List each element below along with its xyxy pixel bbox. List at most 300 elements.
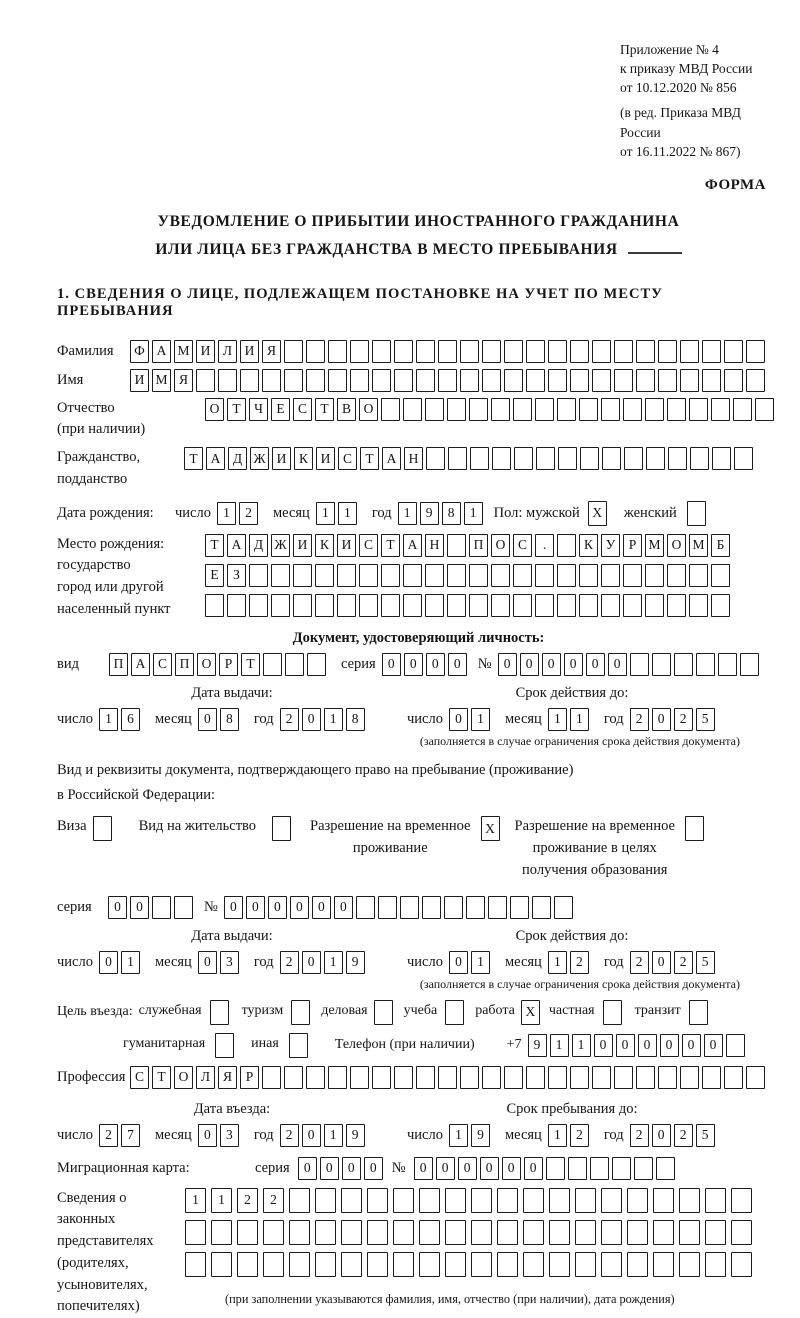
char-cell[interactable] <box>416 1066 435 1089</box>
char-cell[interactable]: 0 <box>312 896 331 919</box>
char-cell[interactable] <box>289 1252 310 1277</box>
char-cell[interactable] <box>614 369 633 392</box>
char-cell[interactable]: О <box>491 534 510 557</box>
char-cell[interactable]: У <box>601 534 620 557</box>
char-cell[interactable] <box>240 369 259 392</box>
char-cell[interactable] <box>211 1252 232 1277</box>
char-cell[interactable]: 1 <box>316 502 335 525</box>
char-cell[interactable] <box>381 398 400 421</box>
char-cell[interactable]: 2 <box>280 708 299 731</box>
char-cell[interactable] <box>513 564 532 587</box>
char-cell[interactable]: 6 <box>121 708 140 731</box>
char-cell[interactable] <box>425 564 444 587</box>
char-cell[interactable]: 0 <box>608 653 627 676</box>
char-cell[interactable] <box>306 369 325 392</box>
char-cell[interactable] <box>526 340 545 363</box>
char-cell[interactable]: 0 <box>198 951 217 974</box>
char-cell[interactable] <box>289 1220 310 1245</box>
char-cell[interactable]: 0 <box>704 1034 723 1057</box>
char-cell[interactable] <box>491 398 510 421</box>
char-cell[interactable]: Н <box>425 534 444 557</box>
char-cell[interactable]: 0 <box>99 951 118 974</box>
char-cell[interactable]: X <box>481 816 500 841</box>
char-cell[interactable]: К <box>579 534 598 557</box>
char-cell[interactable]: 9 <box>471 1124 490 1147</box>
char-cell[interactable]: И <box>337 534 356 557</box>
char-cell[interactable] <box>381 594 400 617</box>
char-cell[interactable] <box>548 1066 567 1089</box>
char-cell[interactable] <box>445 1220 466 1245</box>
char-cell[interactable] <box>532 896 551 919</box>
char-cell[interactable] <box>601 1220 622 1245</box>
char-cell[interactable] <box>557 398 576 421</box>
char-cell[interactable] <box>636 1066 655 1089</box>
char-cell[interactable] <box>592 1066 611 1089</box>
char-cell[interactable] <box>152 896 171 919</box>
char-cell[interactable] <box>667 564 686 587</box>
char-cell[interactable] <box>705 1220 726 1245</box>
char-cell[interactable] <box>372 1066 391 1089</box>
char-cell[interactable]: X <box>521 1000 540 1025</box>
char-cell[interactable] <box>469 594 488 617</box>
char-cell[interactable]: 1 <box>548 708 567 731</box>
char-cell[interactable] <box>549 1252 570 1277</box>
char-cell[interactable] <box>284 369 303 392</box>
char-cell[interactable] <box>445 1252 466 1277</box>
char-cell[interactable]: 5 <box>696 1124 715 1147</box>
char-cell[interactable] <box>590 1157 609 1180</box>
char-cell[interactable]: 1 <box>464 502 483 525</box>
char-cell[interactable]: 0 <box>480 1157 499 1180</box>
char-cell[interactable]: 0 <box>342 1157 361 1180</box>
char-cell[interactable]: 0 <box>638 1034 657 1057</box>
char-cell[interactable]: И <box>196 340 215 363</box>
char-cell[interactable] <box>575 1188 596 1213</box>
char-cell[interactable] <box>601 1252 622 1277</box>
char-cell[interactable] <box>482 369 501 392</box>
char-cell[interactable] <box>504 340 523 363</box>
char-cell[interactable] <box>263 1252 284 1277</box>
char-cell[interactable] <box>504 369 523 392</box>
char-cell[interactable]: Т <box>184 447 203 470</box>
char-cell[interactable] <box>491 564 510 587</box>
char-cell[interactable] <box>471 1220 492 1245</box>
char-cell[interactable]: 3 <box>220 1124 239 1147</box>
char-cell[interactable]: 0 <box>268 896 287 919</box>
char-cell[interactable]: М <box>174 340 193 363</box>
char-cell[interactable] <box>315 1220 336 1245</box>
char-cell[interactable]: 0 <box>426 653 445 676</box>
char-cell[interactable] <box>510 896 529 919</box>
char-cell[interactable] <box>227 594 246 617</box>
char-cell[interactable]: X <box>588 501 607 526</box>
char-cell[interactable]: Ч <box>249 398 268 421</box>
char-cell[interactable] <box>653 1220 674 1245</box>
char-cell[interactable]: 0 <box>458 1157 477 1180</box>
char-cell[interactable] <box>425 594 444 617</box>
char-cell[interactable] <box>705 1252 726 1277</box>
char-cell[interactable] <box>554 896 573 919</box>
char-cell[interactable] <box>645 564 664 587</box>
char-cell[interactable] <box>315 594 334 617</box>
char-cell[interactable] <box>580 447 599 470</box>
char-cell[interactable]: 1 <box>471 708 490 731</box>
char-cell[interactable] <box>93 816 112 841</box>
char-cell[interactable]: Л <box>218 340 237 363</box>
char-cell[interactable]: Я <box>262 340 281 363</box>
char-cell[interactable] <box>623 564 642 587</box>
char-cell[interactable] <box>315 564 334 587</box>
char-cell[interactable] <box>680 340 699 363</box>
char-cell[interactable]: А <box>131 653 150 676</box>
char-cell[interactable] <box>514 447 533 470</box>
char-cell[interactable]: 2 <box>570 951 589 974</box>
char-cell[interactable] <box>356 896 375 919</box>
char-cell[interactable] <box>471 1252 492 1277</box>
char-cell[interactable] <box>419 1220 440 1245</box>
char-cell[interactable] <box>718 653 737 676</box>
char-cell[interactable] <box>306 340 325 363</box>
char-cell[interactable] <box>601 398 620 421</box>
char-cell[interactable]: М <box>689 534 708 557</box>
char-cell[interactable]: А <box>152 340 171 363</box>
char-cell[interactable]: 2 <box>237 1188 258 1213</box>
char-cell[interactable]: 1 <box>338 502 357 525</box>
char-cell[interactable]: Н <box>404 447 423 470</box>
char-cell[interactable] <box>482 340 501 363</box>
char-cell[interactable] <box>568 1157 587 1180</box>
char-cell[interactable]: О <box>174 1066 193 1089</box>
char-cell[interactable]: 2 <box>630 951 649 974</box>
char-cell[interactable] <box>687 501 706 526</box>
char-cell[interactable] <box>627 1188 648 1213</box>
char-cell[interactable]: С <box>359 534 378 557</box>
char-cell[interactable] <box>263 653 282 676</box>
char-cell[interactable]: Р <box>219 653 238 676</box>
char-cell[interactable] <box>447 564 466 587</box>
char-cell[interactable] <box>445 1000 464 1025</box>
char-cell[interactable]: . <box>535 534 554 557</box>
char-cell[interactable]: 8 <box>442 502 461 525</box>
char-cell[interactable] <box>289 1188 310 1213</box>
char-cell[interactable] <box>438 1066 457 1089</box>
char-cell[interactable] <box>174 896 193 919</box>
char-cell[interactable] <box>592 369 611 392</box>
char-cell[interactable] <box>658 1066 677 1089</box>
char-cell[interactable]: А <box>403 534 422 557</box>
char-cell[interactable] <box>557 564 576 587</box>
char-cell[interactable]: 1 <box>548 951 567 974</box>
char-cell[interactable]: Е <box>271 398 290 421</box>
char-cell[interactable] <box>627 1252 648 1277</box>
char-cell[interactable] <box>624 447 643 470</box>
char-cell[interactable]: 2 <box>99 1124 118 1147</box>
char-cell[interactable]: С <box>293 398 312 421</box>
char-cell[interactable]: 0 <box>436 1157 455 1180</box>
char-cell[interactable] <box>416 369 435 392</box>
char-cell[interactable] <box>523 1188 544 1213</box>
char-cell[interactable] <box>237 1252 258 1277</box>
char-cell[interactable]: 0 <box>586 653 605 676</box>
char-cell[interactable] <box>341 1252 362 1277</box>
char-cell[interactable] <box>460 1066 479 1089</box>
char-cell[interactable] <box>548 369 567 392</box>
char-cell[interactable]: О <box>197 653 216 676</box>
char-cell[interactable] <box>579 398 598 421</box>
char-cell[interactable] <box>210 1000 229 1025</box>
char-cell[interactable]: 1 <box>324 1124 343 1147</box>
char-cell[interactable] <box>645 398 664 421</box>
char-cell[interactable] <box>653 1188 674 1213</box>
char-cell[interactable] <box>702 340 721 363</box>
char-cell[interactable]: 0 <box>414 1157 433 1180</box>
char-cell[interactable] <box>696 653 715 676</box>
char-cell[interactable] <box>488 896 507 919</box>
char-cell[interactable] <box>614 340 633 363</box>
char-cell[interactable] <box>378 896 397 919</box>
char-cell[interactable] <box>658 369 677 392</box>
char-cell[interactable]: 0 <box>682 1034 701 1057</box>
char-cell[interactable] <box>689 564 708 587</box>
char-cell[interactable]: 0 <box>198 1124 217 1147</box>
char-cell[interactable]: О <box>667 534 686 557</box>
char-cell[interactable] <box>374 1000 393 1025</box>
char-cell[interactable]: С <box>130 1066 149 1089</box>
char-cell[interactable]: 1 <box>471 951 490 974</box>
char-cell[interactable]: 0 <box>524 1157 543 1180</box>
char-cell[interactable] <box>523 1220 544 1245</box>
char-cell[interactable] <box>711 594 730 617</box>
char-cell[interactable] <box>271 564 290 587</box>
char-cell[interactable] <box>656 1157 675 1180</box>
char-cell[interactable]: 8 <box>220 708 239 731</box>
char-cell[interactable] <box>341 1188 362 1213</box>
char-cell[interactable] <box>667 594 686 617</box>
char-cell[interactable]: 3 <box>220 951 239 974</box>
char-cell[interactable] <box>350 1066 369 1089</box>
char-cell[interactable] <box>679 1188 700 1213</box>
char-cell[interactable] <box>284 340 303 363</box>
char-cell[interactable] <box>372 369 391 392</box>
char-cell[interactable] <box>557 594 576 617</box>
char-cell[interactable] <box>416 340 435 363</box>
char-cell[interactable] <box>535 564 554 587</box>
char-cell[interactable] <box>513 398 532 421</box>
char-cell[interactable] <box>471 1188 492 1213</box>
char-cell[interactable]: 5 <box>696 951 715 974</box>
char-cell[interactable] <box>315 1188 336 1213</box>
char-cell[interactable]: Л <box>196 1066 215 1089</box>
char-cell[interactable]: 0 <box>320 1157 339 1180</box>
char-cell[interactable] <box>448 447 467 470</box>
char-cell[interactable] <box>460 369 479 392</box>
char-cell[interactable] <box>740 653 759 676</box>
char-cell[interactable]: Р <box>240 1066 259 1089</box>
char-cell[interactable] <box>602 447 621 470</box>
char-cell[interactable] <box>734 447 753 470</box>
char-cell[interactable]: Д <box>249 534 268 557</box>
char-cell[interactable]: С <box>513 534 532 557</box>
char-cell[interactable]: 0 <box>652 708 671 731</box>
char-cell[interactable] <box>444 896 463 919</box>
char-cell[interactable] <box>674 653 693 676</box>
char-cell[interactable]: 1 <box>570 708 589 731</box>
char-cell[interactable] <box>623 398 642 421</box>
char-cell[interactable] <box>726 1034 745 1057</box>
char-cell[interactable] <box>668 447 687 470</box>
char-cell[interactable]: 7 <box>121 1124 140 1147</box>
char-cell[interactable] <box>469 564 488 587</box>
char-cell[interactable] <box>575 1220 596 1245</box>
char-cell[interactable] <box>557 534 576 557</box>
char-cell[interactable]: 2 <box>570 1124 589 1147</box>
char-cell[interactable] <box>403 398 422 421</box>
char-cell[interactable] <box>350 369 369 392</box>
char-cell[interactable] <box>185 1220 206 1245</box>
char-cell[interactable] <box>630 653 649 676</box>
char-cell[interactable] <box>711 398 730 421</box>
char-cell[interactable]: 1 <box>324 951 343 974</box>
char-cell[interactable]: И <box>130 369 149 392</box>
char-cell[interactable] <box>667 398 686 421</box>
char-cell[interactable] <box>680 369 699 392</box>
char-cell[interactable] <box>285 653 304 676</box>
char-cell[interactable] <box>271 594 290 617</box>
char-cell[interactable] <box>652 653 671 676</box>
char-cell[interactable] <box>548 340 567 363</box>
char-cell[interactable] <box>658 340 677 363</box>
char-cell[interactable] <box>185 1252 206 1277</box>
char-cell[interactable]: 2 <box>630 1124 649 1147</box>
char-cell[interactable]: 1 <box>99 708 118 731</box>
char-cell[interactable] <box>289 1033 308 1058</box>
char-cell[interactable]: П <box>469 534 488 557</box>
char-cell[interactable]: Т <box>315 398 334 421</box>
char-cell[interactable] <box>350 340 369 363</box>
char-cell[interactable]: О <box>205 398 224 421</box>
char-cell[interactable] <box>614 1066 633 1089</box>
char-cell[interactable]: Б <box>711 534 730 557</box>
char-cell[interactable]: Т <box>241 653 260 676</box>
char-cell[interactable]: 0 <box>520 653 539 676</box>
char-cell[interactable]: Ж <box>250 447 269 470</box>
char-cell[interactable] <box>272 816 291 841</box>
char-cell[interactable] <box>293 564 312 587</box>
char-cell[interactable] <box>601 1188 622 1213</box>
char-cell[interactable] <box>601 594 620 617</box>
char-cell[interactable]: А <box>382 447 401 470</box>
char-cell[interactable] <box>218 369 237 392</box>
char-cell[interactable]: П <box>175 653 194 676</box>
char-cell[interactable]: М <box>645 534 664 557</box>
char-cell[interactable] <box>549 1220 570 1245</box>
char-cell[interactable] <box>685 816 704 841</box>
char-cell[interactable]: 0 <box>130 896 149 919</box>
char-cell[interactable]: Т <box>360 447 379 470</box>
char-cell[interactable] <box>679 1220 700 1245</box>
char-cell[interactable]: И <box>316 447 335 470</box>
char-cell[interactable] <box>359 564 378 587</box>
char-cell[interactable]: 0 <box>449 951 468 974</box>
char-cell[interactable] <box>680 1066 699 1089</box>
char-cell[interactable] <box>394 1066 413 1089</box>
char-cell[interactable]: 2 <box>630 708 649 731</box>
char-cell[interactable] <box>196 369 215 392</box>
char-cell[interactable] <box>460 340 479 363</box>
char-cell[interactable]: 2 <box>239 502 258 525</box>
char-cell[interactable]: 0 <box>652 1124 671 1147</box>
char-cell[interactable] <box>575 1252 596 1277</box>
char-cell[interactable]: 0 <box>302 708 321 731</box>
char-cell[interactable] <box>746 1066 765 1089</box>
char-cell[interactable]: О <box>359 398 378 421</box>
char-cell[interactable]: 1 <box>324 708 343 731</box>
char-cell[interactable] <box>422 896 441 919</box>
char-cell[interactable]: Е <box>205 564 224 587</box>
char-cell[interactable]: 2 <box>280 951 299 974</box>
char-cell[interactable] <box>535 594 554 617</box>
char-cell[interactable] <box>211 1220 232 1245</box>
char-cell[interactable] <box>447 594 466 617</box>
char-cell[interactable] <box>523 1252 544 1277</box>
char-cell[interactable] <box>497 1220 518 1245</box>
char-cell[interactable]: 0 <box>594 1034 613 1057</box>
char-cell[interactable]: 0 <box>334 896 353 919</box>
char-cell[interactable] <box>627 1220 648 1245</box>
char-cell[interactable]: 2 <box>280 1124 299 1147</box>
char-cell[interactable]: 1 <box>185 1188 206 1213</box>
char-cell[interactable] <box>636 369 655 392</box>
char-cell[interactable] <box>702 369 721 392</box>
char-cell[interactable] <box>634 1157 653 1180</box>
char-cell[interactable] <box>337 594 356 617</box>
char-cell[interactable] <box>445 1188 466 1213</box>
char-cell[interactable] <box>570 1066 589 1089</box>
char-cell[interactable] <box>367 1188 388 1213</box>
char-cell[interactable]: И <box>272 447 291 470</box>
char-cell[interactable] <box>426 447 445 470</box>
char-cell[interactable] <box>403 564 422 587</box>
char-cell[interactable] <box>307 653 326 676</box>
char-cell[interactable]: 2 <box>263 1188 284 1213</box>
char-cell[interactable]: В <box>337 398 356 421</box>
char-cell[interactable] <box>497 1188 518 1213</box>
char-cell[interactable] <box>711 564 730 587</box>
char-cell[interactable]: 0 <box>298 1157 317 1180</box>
char-cell[interactable] <box>367 1220 388 1245</box>
char-cell[interactable]: А <box>206 447 225 470</box>
char-cell[interactable] <box>733 398 752 421</box>
char-cell[interactable] <box>755 398 774 421</box>
char-cell[interactable] <box>381 564 400 587</box>
char-cell[interactable]: 1 <box>572 1034 591 1057</box>
char-cell[interactable] <box>592 340 611 363</box>
char-cell[interactable]: Р <box>623 534 642 557</box>
char-cell[interactable]: 0 <box>364 1157 383 1180</box>
char-cell[interactable] <box>491 594 510 617</box>
char-cell[interactable]: 0 <box>404 653 423 676</box>
char-cell[interactable]: 9 <box>346 1124 365 1147</box>
char-cell[interactable]: 0 <box>498 653 517 676</box>
char-cell[interactable] <box>403 594 422 617</box>
char-cell[interactable] <box>215 1033 234 1058</box>
char-cell[interactable]: 0 <box>382 653 401 676</box>
char-cell[interactable]: Т <box>381 534 400 557</box>
char-cell[interactable] <box>419 1188 440 1213</box>
char-cell[interactable]: 0 <box>224 896 243 919</box>
char-cell[interactable] <box>293 594 312 617</box>
char-cell[interactable]: Т <box>227 398 246 421</box>
